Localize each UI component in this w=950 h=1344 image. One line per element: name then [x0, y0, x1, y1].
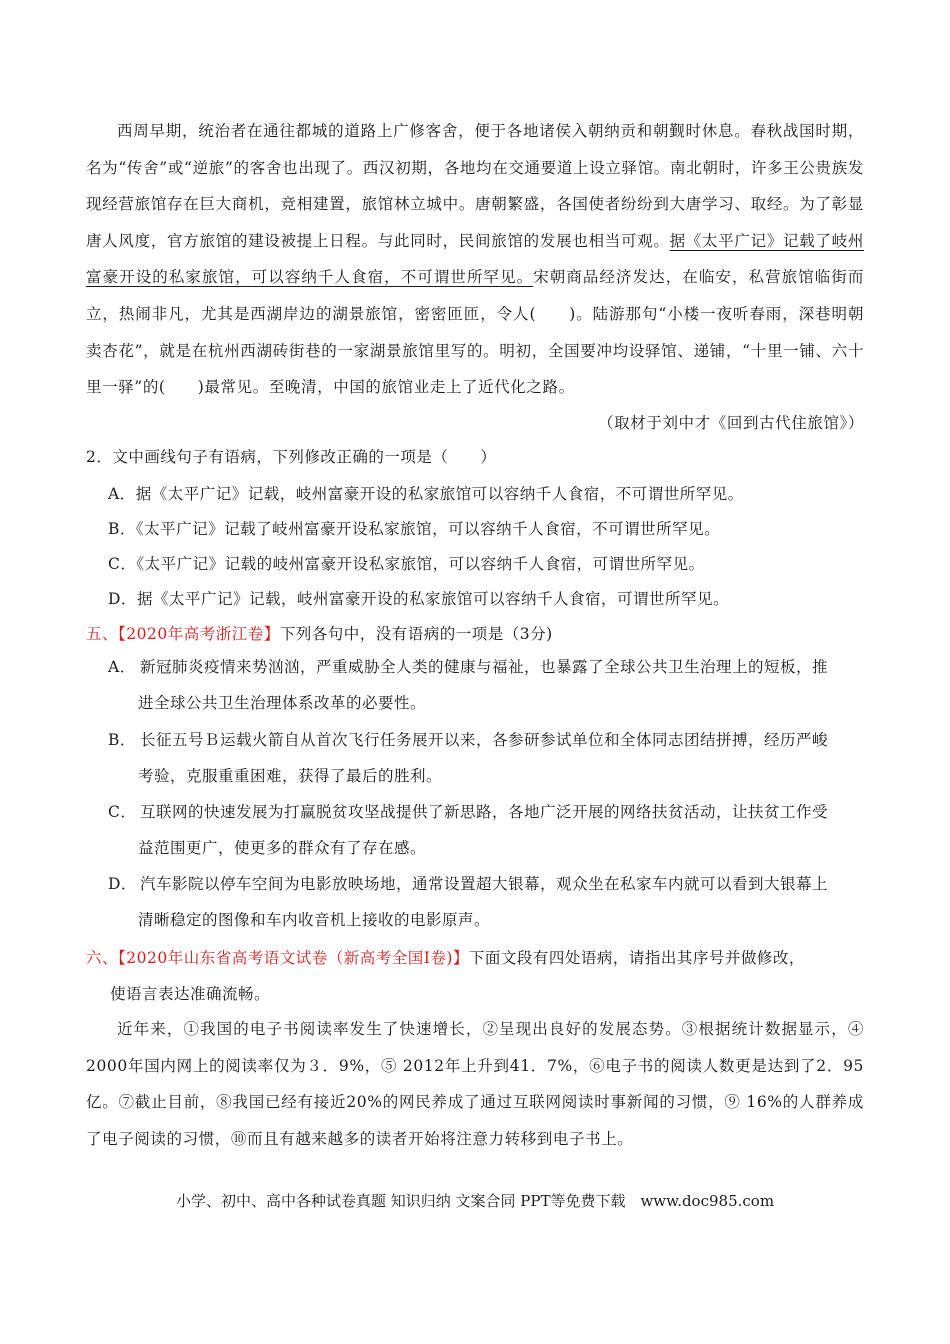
option-text-line2: 进全球公共卫生治理体系改革的必要性。 — [138, 694, 427, 712]
option-text: 《太平广记》记载的岐州富豪开设私家旅馆，可以容纳千人食宿，可谓世所罕见。 — [136, 555, 705, 573]
option-label: C． — [108, 555, 137, 573]
option-text-line1: 互联网的快速发展为打赢脱贫攻坚战提供了新思路，各地广泛开展的网络扶贫活动，让扶贫工作受 — [140, 803, 829, 821]
option-label: B． — [108, 731, 136, 749]
option-label: A． — [108, 658, 136, 676]
question-6-head — [86, 940, 864, 1012]
question-5-stem: 下列各句中，没有语病的一项是（3分) — [279, 625, 553, 643]
option-label: D． — [108, 590, 137, 608]
passage-text-after: 宋朝商品经济发达，在临安，私营旅馆临街而立，热闹非凡，尤其是西湖岸边的湖景旅馆，密密匝匝，令人( )。陆游那句“小楼一夜听春雨，深巷明朝卖杏花”，就是在杭州西湖砖街巷的一家湖景旅馆里写的。明初，全国要冲均设驿馆、递铺，“十里一铺、六十里一驿”的( )最常见。至晚清，中国的旅馆业走上了近代化之路。 — [86, 268, 864, 397]
option-text-line1: 新冠肺炎疫情来势汹汹，严重威胁全人类的健康与福祉，也暴露了全球公共卫生治理上的短板，推 — [140, 658, 829, 676]
q5-option-c — [108, 794, 864, 866]
q2-option-d — [108, 585, 729, 613]
option-text-line1: 汽车影院以停车空间为电影放映场地，通常设置超大银幕，观众坐在私家车内就可以看到大银幕上 — [140, 875, 829, 893]
question-6-stem: 下面文段有四处语病，请指出其序号并做修改， — [468, 949, 805, 967]
option-label: A． — [108, 485, 136, 503]
question-5-source: 五、【2020年高考浙江卷】 — [86, 625, 280, 643]
passage-source: （取材于刘中才《回到古代住旅馆》） — [598, 414, 864, 432]
option-text: 据《太平广记》记载，岐州富豪开设的私家旅馆可以容纳千人食宿，可谓世所罕见。 — [136, 590, 729, 608]
option-text: 《太平广记》记载了岐州富豪开设私家旅馆，可以容纳千人食宿，不可谓世所罕见。 — [135, 520, 721, 538]
q5-option-d — [108, 866, 864, 938]
question-2-stem: 2．文中画线句子有语病，下列修改正确的一项是（ ） — [86, 448, 497, 466]
question-6-stem-line2: 使语言表达准确流畅。 — [110, 985, 271, 1003]
option-label: B． — [108, 520, 136, 538]
q5-option-a — [108, 649, 864, 721]
option-text-line2: 考验，克服重重困难，获得了最后的胜利。 — [138, 767, 443, 785]
question-6-source: 六、【2020年山东省高考语文试卷（新高考全国Ⅰ卷)】 — [86, 949, 469, 967]
question-5-head — [86, 620, 553, 648]
q2-option-c — [108, 550, 705, 578]
question-6-paragraph: 近年来，①我国的电子书阅读率发生了快速增长，②呈现出良好的发展态势。③根据统计数据显示，④ 2000年国内网上的阅读率仅为３．9%，⑤ 2012年上升到41．7%，⑥电子书的阅读人数更是达到了2．95亿。⑦截止目前，⑧我国已经有接近20%的网民养成了通过互联网阅读时事新闻的习惯，⑨ 16%的人群养成了电子阅读的习惯，⑩而且有越来越多的读者开始将注意力转移到电子书上。 — [86, 1020, 864, 1148]
option-text-line2: 清晰稳定的图像和车内收音机上接收的电影原声。 — [138, 911, 491, 929]
q2-option-b — [108, 515, 720, 543]
underlined-sentence: 据《太平广记》记载了岐州富豪开设的私家旅馆，可以容纳千人食宿，不可谓世所罕见。 — [86, 231, 864, 287]
q2-option-a — [108, 480, 744, 508]
option-text-line2: 益范围更广，使更多的群众有了存在感。 — [138, 839, 427, 857]
passage-text-before: 西周早期，统治者在通往都城的道路上广修客舍，便于各地诸侯入朝纳贡和朝觐时休息。春秋战国时期，名为“传舍”或“逆旅”的客舍也出现了。西汉初期，各地均在交通要道上设立驿馆。南北朝时，许多王公贵族发现经营旅馆存在巨大商机，竞相建置，旅馆林立城中。唐朝繁盛，各国使者纷纷到大唐学习、取经。为了彰显唐人风度，官方旅馆的建设被提上日程。与此同时，民间旅馆的发展也相当可观。 — [86, 122, 864, 250]
q5-option-b — [108, 722, 864, 794]
option-label: C． — [108, 803, 137, 821]
option-text: 据《太平广记》记载，岐州富豪开设的私家旅馆可以容纳千人食宿，不可谓世所罕见。 — [135, 485, 744, 503]
option-label: D． — [108, 875, 137, 893]
option-text-line1: 长征五号Ｂ运载火箭自从首次飞行任务展开以来，各参研参试单位和全体同志团结拼搏，经历严峻 — [140, 731, 829, 749]
reading-passage — [86, 113, 864, 406]
page-footer: 小学、初中、高中各种试卷真题 知识归纳 文案合同 PPT等免费下载 www.doc985.com — [175, 1192, 775, 1210]
